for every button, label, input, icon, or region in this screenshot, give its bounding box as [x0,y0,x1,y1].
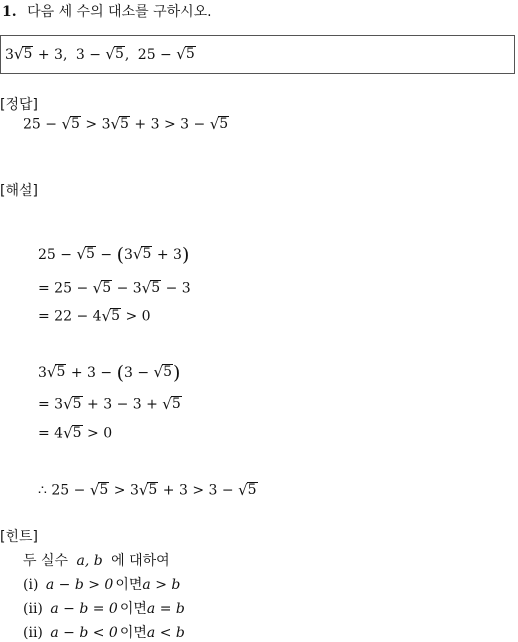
radical-icon: √ 5 [141,278,161,297]
given-numbers [5,46,196,63]
hint-case-tag: (ii) [23,601,43,617]
hint-case-then: 이면 [119,625,147,641]
hint-case-then: 이면 [119,601,147,617]
problem-statement [2,1,212,21]
given-item-1: 3 √ 5 + 3, [5,44,68,63]
hint-intro-text-2: 에 대하여 [111,553,170,569]
given-numbers-box [0,35,515,74]
hint-case-tag: (ii) [23,625,43,641]
solution-block2-line1: 3 √ 5 + 3 − (3 − √ 5 ) [38,362,181,384]
radical-icon: √ 5 [105,44,124,63]
solution-block2-line2: = 3 √ 5 + 3 − 3 + √ 5 [38,394,181,413]
radical-icon: √ 5 [132,245,152,263]
hint-case-cond: a − b < 0 [50,625,118,641]
hint-label: [힌트] [0,529,38,545]
radical-icon: √ 5 [176,44,195,63]
solution-block1-line3: = 22 − 4 √ 5 > 0 [38,306,151,325]
hint-case-tag: (i) [23,577,39,593]
radical-icon: √ 5 [13,44,33,63]
hint-intro-vars: a, b [76,553,103,569]
radical-icon: √ 5 [63,423,82,442]
given-item-3: 25 − √ 5 [137,44,195,63]
radical-icon: √ 5 [138,480,158,499]
hint-case-1 [23,574,180,594]
solution-block1-line1: 25 − √ 5 − (3 √ 5 + 3) [38,244,190,266]
radical-icon: √ 5 [61,114,80,133]
given-item-2: 3 − √ 5 , [75,44,130,63]
radical-icon: √ 5 [92,278,112,297]
hint-case-cond: a − b > 0 [45,577,114,593]
solution-conclusion: ∴ 25 − √ 5 > 3 √ 5 + 3 > 3 − √ 5 [38,480,257,499]
radical-icon: √ 5 [110,114,129,133]
radical-icon: √ 5 [63,394,82,413]
hint-case-result: a < b [146,625,185,641]
hint-case-then: 이면 [115,577,143,593]
problem-text: 다음 세 수의 대소를 구하시오. [27,4,212,20]
radical-icon: √ 5 [209,114,229,133]
hint-case-result: a > b [142,577,181,593]
answer-label: [정답] [0,97,38,113]
radical-icon: √ 5 [238,480,257,499]
radical-icon: √ 5 [76,245,95,263]
radical-icon: √ 5 [89,480,109,499]
solution-label: [해설] [0,183,38,199]
radical-icon: √ 5 [101,306,121,325]
radical-icon: √ 5 [153,363,173,381]
problem-number: 1. [2,4,17,20]
hint-intro [23,550,170,570]
radical-icon: √ 5 [46,363,66,381]
answer-line: 25 − √ 5 > 3 √ 5 + 3 > 3 − √ 5 [23,114,229,133]
hint-intro-text-1: 두 실수 [23,553,69,569]
solution-block2-line3: = 4 √ 5 > 0 [38,423,113,442]
radical-icon: √ 5 [162,394,181,413]
therefore-icon: ∴ [38,482,47,499]
hint-case-result: a = b [146,601,185,617]
hint-case-2 [23,598,185,618]
hint-case-cond: a − b = 0 [50,601,118,617]
solution-block1-line2: = 25 − √ 5 − 3 √ 5 − 3 [38,278,191,297]
hint-case-3 [23,622,185,642]
